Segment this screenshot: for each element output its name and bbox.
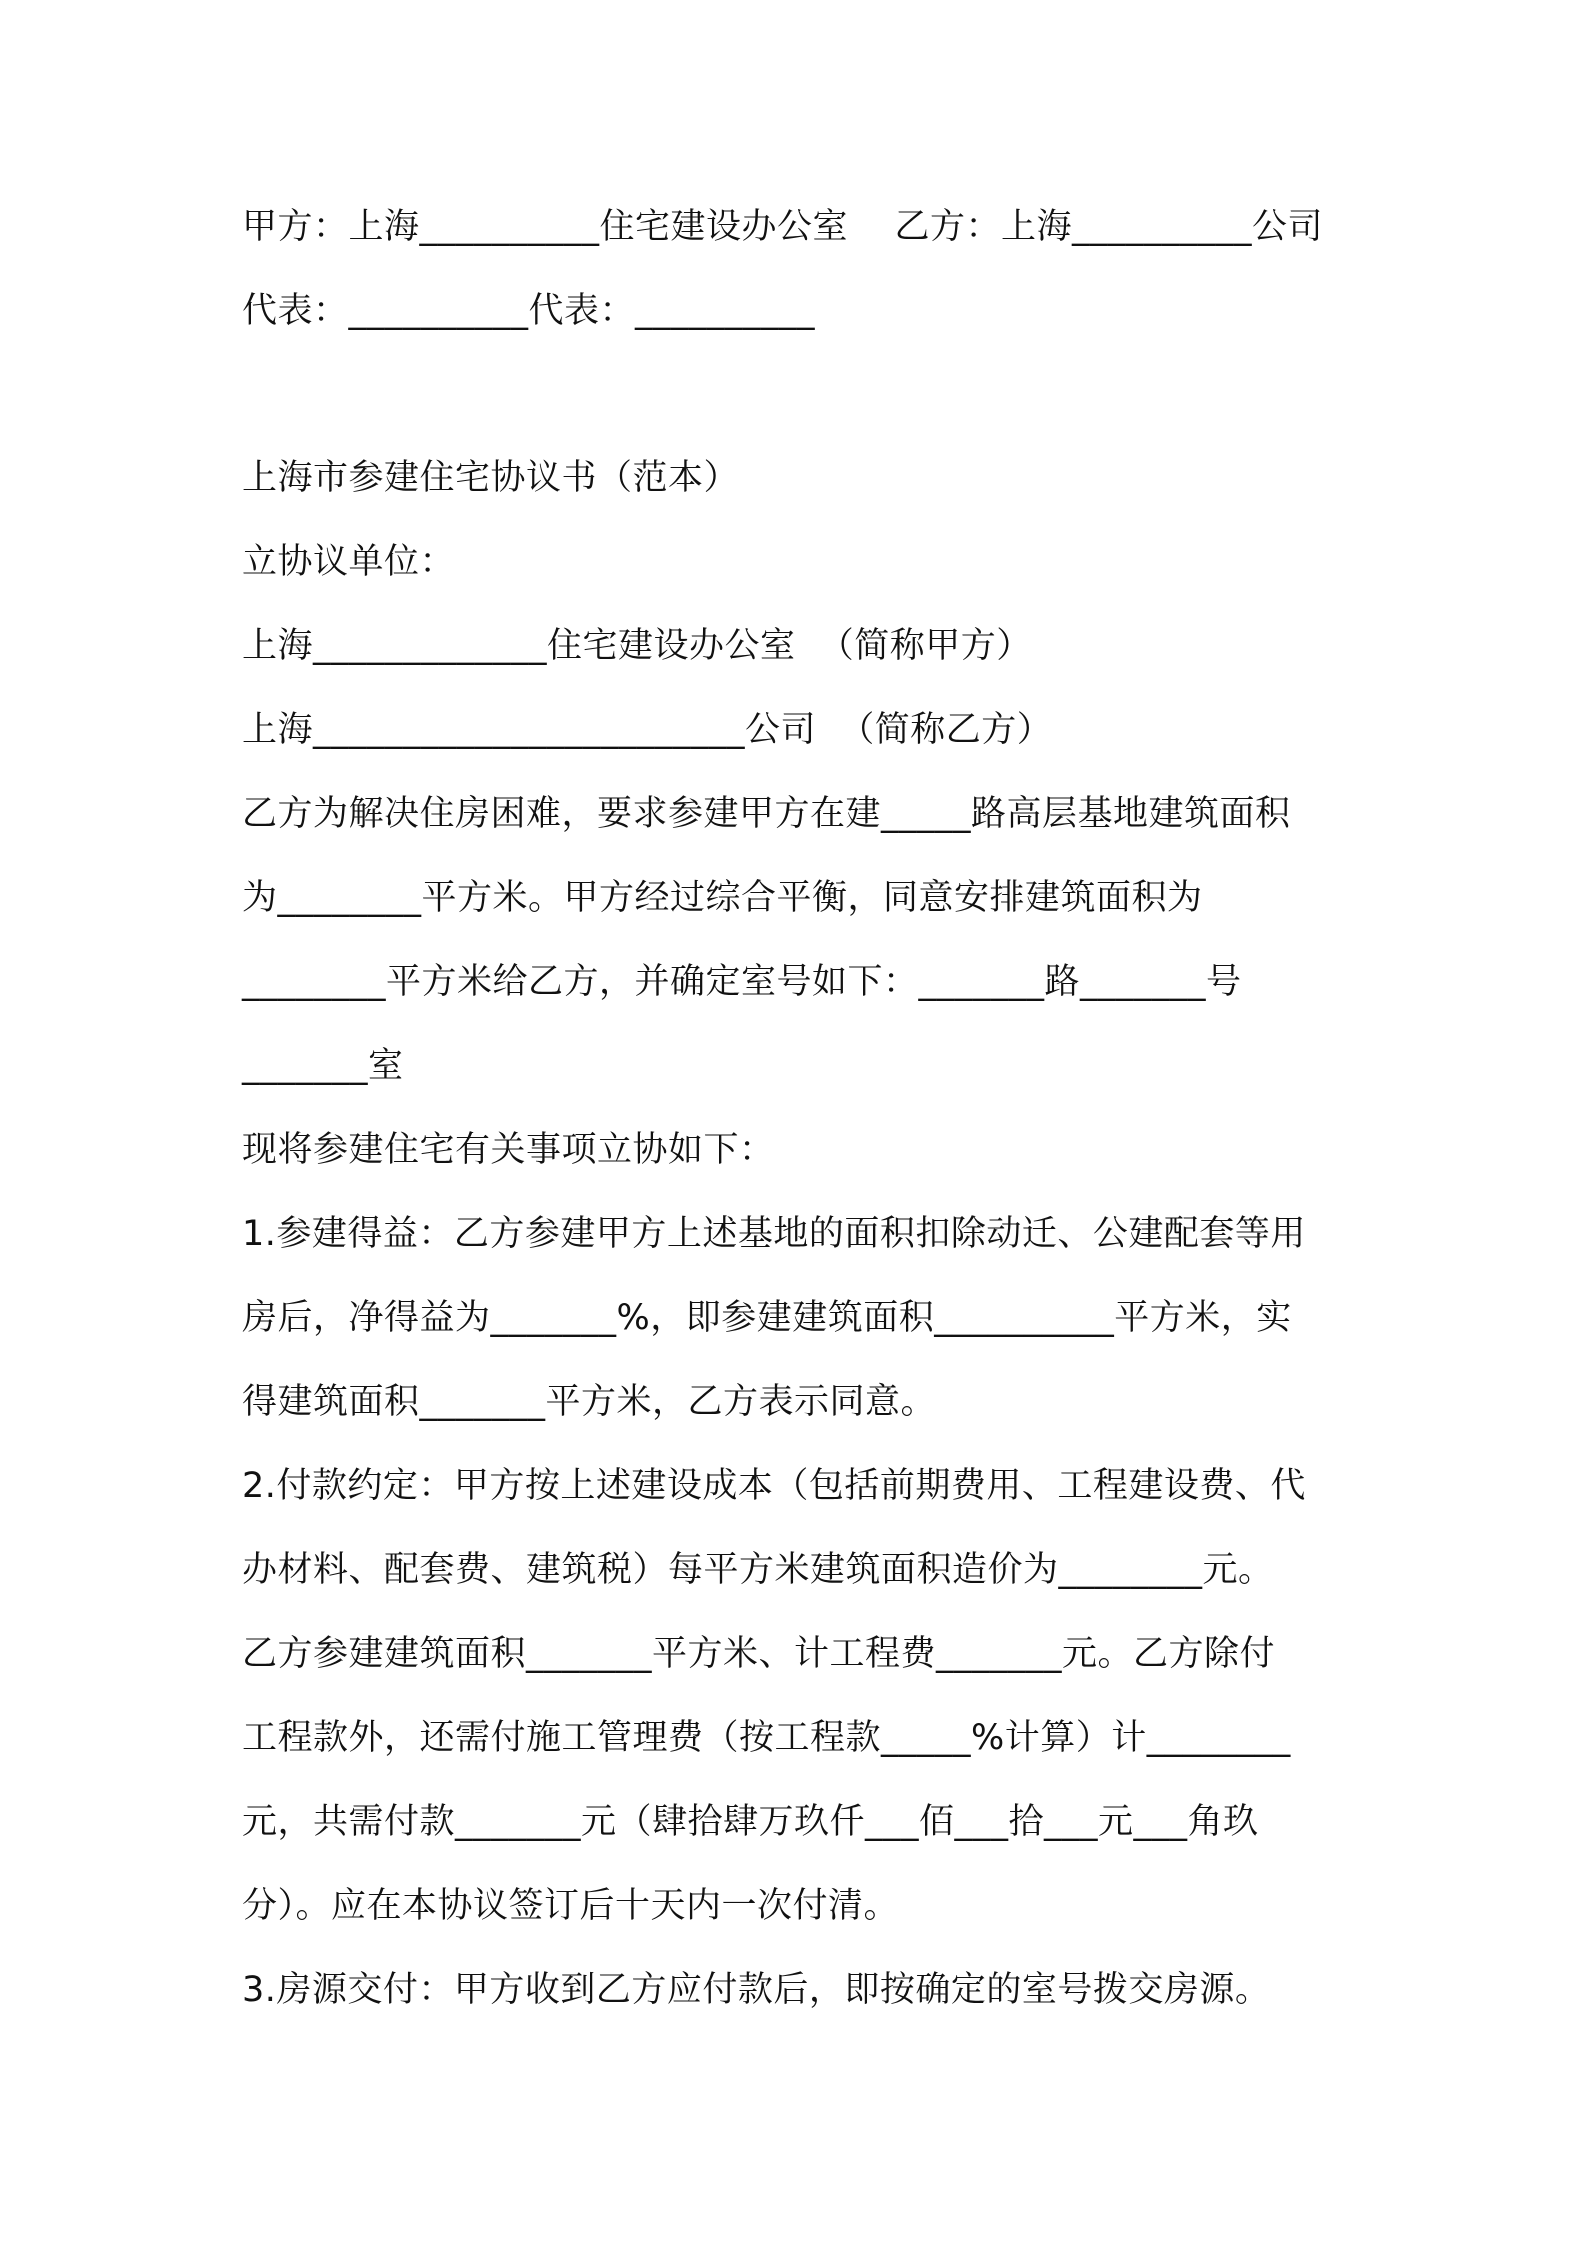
clause-2-line: 办材料、配套费、建筑税）每平方米建筑面积造价为________元。 [242, 1550, 1274, 1590]
party-line: 甲方：上海__________住宅建设办公室 乙方：上海__________公司 [242, 207, 1324, 247]
clause-2-line: 2.付款约定：甲方按上述建设成本（包括前期费用、工程建设费、代 [242, 1466, 1306, 1506]
clause-1-line: 得建筑面积_______平方米，乙方表示同意。 [242, 1382, 937, 1422]
intro-line: ________平方米给乙方，并确定室号如下：_______路_______号 [242, 962, 1242, 1002]
clause-2-line: 工程款外，还需付施工管理费（按工程款_____%计算）计________ [242, 1718, 1291, 1758]
clause-1-line: 1.参建得益：乙方参建甲方上述基地的面积扣除动迁、公建配套等用 [242, 1214, 1306, 1254]
party-b-line: 上海________________________公司 （简称乙方） [242, 710, 1053, 750]
clause-2-line: 元，共需付款_______元（肆拾肆万玖仟___佰___拾___元___角玖 [242, 1802, 1259, 1842]
representative-line: 代表：__________代表：__________ [242, 291, 816, 331]
document-title: 上海市参建住宅协议书（范本） [242, 458, 740, 498]
parties-label: 立协议单位： [242, 542, 456, 582]
intro-line: 为________平方米。甲方经过综合平衡，同意安排建筑面积为 [242, 878, 1203, 918]
clause-2-line: 分）。应在本协议签订后十天内一次付清。 [242, 1886, 900, 1926]
party-a-line: 上海_____________住宅建设办公室 （简称甲方） [242, 626, 1032, 666]
intro-line: 乙方为解决住房困难，要求参建甲方在建_____路高层基地建筑面积 [242, 794, 1291, 834]
clause-3-line: 3.房源交付：甲方收到乙方应付款后，即按确定的室号拨交房源。 [242, 1970, 1271, 2010]
items-intro: 现将参建住宅有关事项立协如下： [242, 1130, 775, 1170]
header-section [242, 185, 1362, 353]
agreement-body [242, 436, 1362, 2032]
clause-1-line: 房后，净得益为_______%，即参建建筑面积__________平方米，实 [242, 1298, 1292, 1338]
intro-line: _______室 [242, 1046, 404, 1086]
clause-2-line: 乙方参建建筑面积_______平方米、计工程费_______元。乙方除付 [242, 1634, 1276, 1674]
